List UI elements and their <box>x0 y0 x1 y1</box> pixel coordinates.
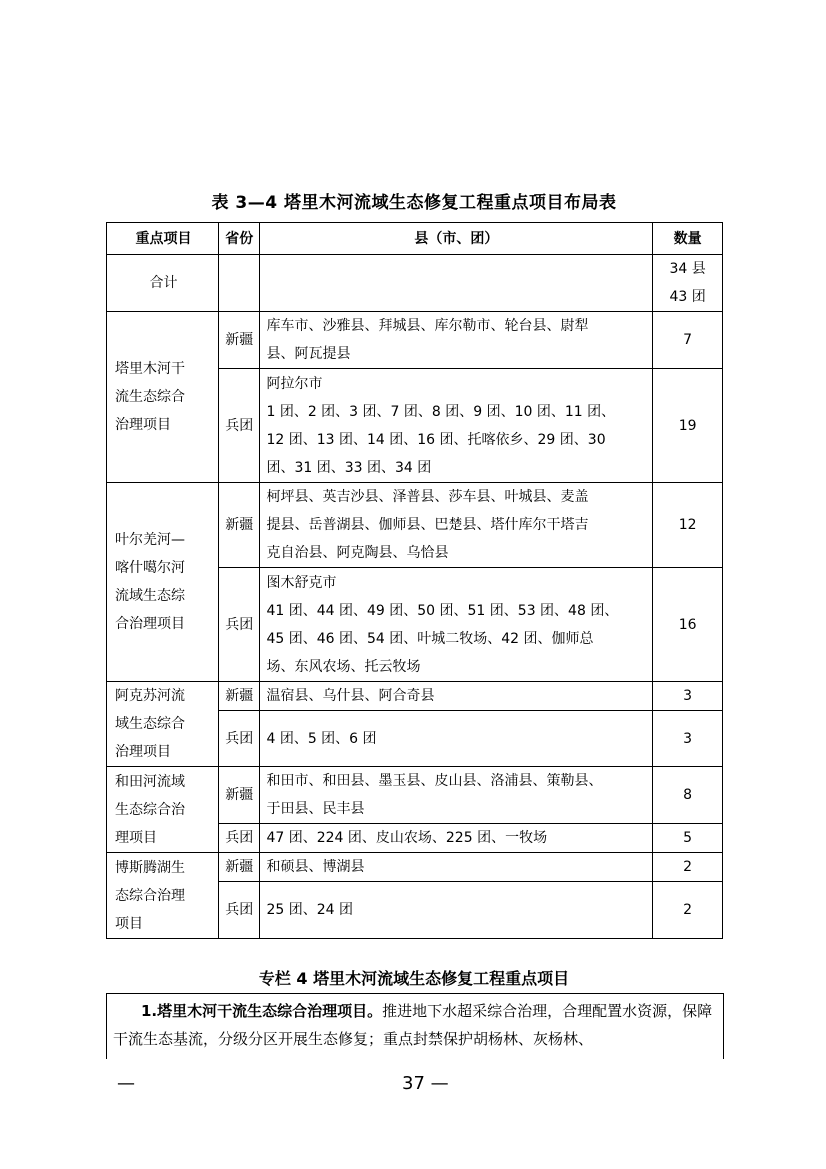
header-province: 省份 <box>219 223 260 255</box>
count-cell: 2 <box>653 882 723 939</box>
box-text: 推进地下水超采综合治理，合理配置水资源，保障干流生态基流，分级分区开展生态修复；重点封禁保护胡杨林、灰杨林、 <box>113 1002 713 1048</box>
header-county: 县（市、团） <box>260 223 653 255</box>
project-name: 博斯腾湖生 态综合治理 项目 <box>107 853 219 939</box>
table-row <box>107 682 723 711</box>
province-cell: 兵团 <box>219 882 260 939</box>
project-name: 和田河流域 生态综合治 理项目 <box>107 767 219 853</box>
table-title: 表 3—4 塔里木河流域生态修复工程重点项目布局表 <box>211 193 617 213</box>
counties-cell: 和硕县、博湖县 <box>260 853 653 882</box>
province-cell: 兵团 <box>219 568 260 682</box>
province-cell: 新疆 <box>219 682 260 711</box>
count-cell: 3 <box>653 682 723 711</box>
table-row-total <box>107 255 723 312</box>
province-cell: 兵团 <box>219 824 260 853</box>
column-box <box>106 993 724 1059</box>
project-name: 塔里木河干 流生态综合 治理项目 <box>107 312 219 483</box>
counties-cell: 温宿县、乌什县、阿合奇县 <box>260 682 653 711</box>
counties-cell: 图木舒克市 41 团、44 团、49 团、50 团、51 团、53 团、48 团、 45 团、46 团、54 团、叶城二牧场、42 团、伽师总 场、东风农场、托云牧场 <box>260 568 653 682</box>
counties-cell: 47 团、224 团、皮山农场、225 团、一牧场 <box>260 824 653 853</box>
table-row <box>107 312 723 369</box>
count-cell: 12 <box>653 483 723 568</box>
box-lead: 1.塔里木河干流生态综合治理项目。 <box>141 1002 383 1020</box>
count-cell: 16 <box>653 568 723 682</box>
count-cell: 5 <box>653 824 723 853</box>
total-province <box>219 255 260 312</box>
project-name: 叶尔羌河— 喀什噶尔河 流域生态综 合治理项目 <box>107 483 219 682</box>
province-cell: 兵团 <box>219 711 260 767</box>
counties-cell: 阿拉尔市 1 团、2 团、3 团、7 团、8 团、9 团、10 团、11 团、 12 团、13 团、14 团、16 团、托喀依乡、29 团、30 团、31 团、33 团、34 团 <box>260 369 653 483</box>
project-name: 阿克苏河流 域生态综合 治理项目 <box>107 682 219 767</box>
project-layout-table <box>106 222 723 939</box>
province-cell: 新疆 <box>219 312 260 369</box>
footer-dash: — <box>117 1073 135 1094</box>
count-cell: 7 <box>653 312 723 369</box>
count-cell: 3 <box>653 711 723 767</box>
table-row <box>107 483 723 568</box>
counties-cell: 25 团、24 团 <box>260 882 653 939</box>
counties-cell: 4 团、5 团、6 团 <box>260 711 653 767</box>
province-cell: 新疆 <box>219 767 260 824</box>
count-cell: 8 <box>653 767 723 824</box>
box-title: 专栏 4 塔里木河流域生态修复工程重点项目 <box>258 969 570 988</box>
table-row <box>107 767 723 824</box>
total-label: 合计 <box>107 255 219 312</box>
count-cell: 19 <box>653 369 723 483</box>
province-cell: 兵团 <box>219 369 260 483</box>
total-count: 34 县 43 团 <box>653 255 723 312</box>
counties-cell: 和田市、和田县、墨玉县、皮山县、洛浦县、策勒县、 于田县、民丰县 <box>260 767 653 824</box>
table-row <box>107 853 723 882</box>
counties-cell: 库车市、沙雅县、拜城县、库尔勒市、轮台县、尉犁 县、阿瓦提县 <box>260 312 653 369</box>
counties-cell: 柯坪县、英吉沙县、泽普县、莎车县、叶城县、麦盖 提县、岳普湖县、伽师县、巴楚县、塔什库尔干塔吉 克自治县、阿克陶县、乌恰县 <box>260 483 653 568</box>
province-cell: 新疆 <box>219 853 260 882</box>
header-project: 重点项目 <box>107 223 219 255</box>
province-cell: 新疆 <box>219 483 260 568</box>
total-counties <box>260 255 653 312</box>
count-cell: 2 <box>653 853 723 882</box>
page-number: 37 — <box>402 1073 449 1094</box>
table-header-row <box>107 223 723 255</box>
header-count: 数量 <box>653 223 723 255</box>
